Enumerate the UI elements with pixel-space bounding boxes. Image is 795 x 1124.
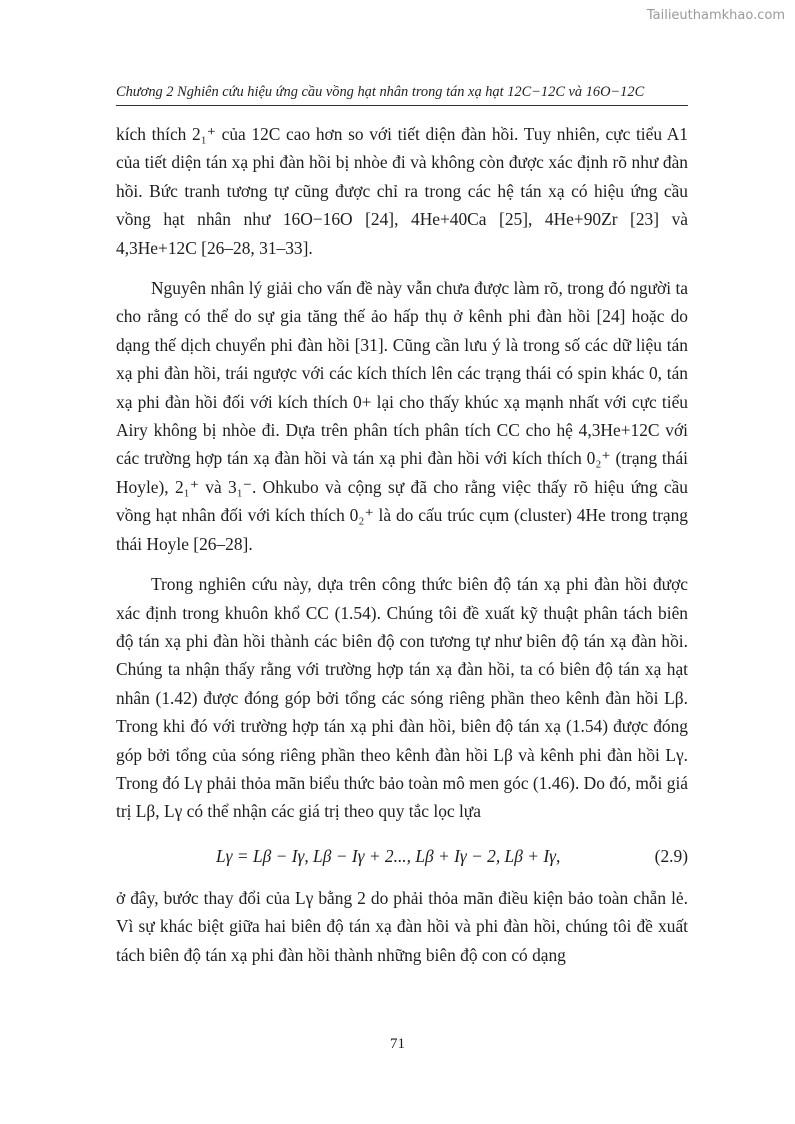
paragraph: Trong nghiên cứu này, dựa trên công thức biên độ tán xạ phi đàn hồi được xác định trong khuôn khổ CC (1.54). Chúng tôi đề xuất kỹ thuật phân tách biên độ tán xạ phi đàn hồi thành các biên độ con tương tự như biên độ tán xạ đàn hồi. Chúng ta nhận thấy rằng với trường hợp tán xạ đàn hồi, ta có biên độ tán xạ hạt nhân (1.42) được đóng góp bởi tổng các sóng riêng phần theo kênh đàn hồi Lβ. Trong khi đó với trường hợp tán xạ phi đàn hồi, biên độ tán xạ (1.54) được đóng góp bởi tổng của sóng riêng phần theo kênh đàn hồi Lβ và kênh phi đàn hồi Lγ. Trong đó Lγ phải thỏa mãn biểu thức bảo toàn mô men góc (1.46). Do đó, mỗi giá trị Lβ, Lγ có thể nhận các giá trị theo quy tắc lọc lựa <box>116 574 688 822</box>
body-text <box>116 120 688 969</box>
watermark: Tailieuthamkhao.com <box>646 8 785 23</box>
paragraph: ở đây, bước thay đổi của Lγ bằng 2 do phải thỏa mãn điều kiện bảo toàn chẵn lẻ. Vì sự khác biệt giữa hai biên độ tán xạ đàn hồi và phi đàn hồi, chúng tôi đề xuất tách biên độ tán xạ phi đàn hồi thành những biên độ con có dạng <box>116 887 688 965</box>
equation-number: (2.9) <box>654 845 688 866</box>
page-number: 71 <box>390 1036 405 1052</box>
header-rule <box>116 105 688 106</box>
paragraph: kích thích 2₁⁺ của 12C cao hơn so với tiết diện đàn hồi. Tuy nhiên, cực tiểu A1 của tiết diện tán xạ phi đàn hồi bị nhòe đi và không còn được xác định rõ như đàn hồi. Bức tranh tương tự cũng được chỉ ra trong các hệ tán xạ có hiệu ứng cầu vồng hạt nhân như 16O−16O [24], 4He+40Ca [25], 4He+90Zr [23] và 4,3He+12C [26–28, 31–33]. <box>116 124 688 258</box>
equation-body: Lγ = Lβ − Iγ, Lβ − Iγ + 2..., Lβ + Iγ − 2, Lβ + Iγ, <box>216 845 561 866</box>
equation <box>116 842 688 872</box>
paragraph: Nguyên nhân lý giải cho vấn đề này vẫn chưa được làm rõ, trong đó người ta cho rằng có thể do sự gia tăng thế ảo hấp thụ ở kênh phi đàn hồi [24] hoặc do dạng thế dịch chuyển phi đàn hồi [31]. Cũng cần lưu ý là trong số các dữ liệu tán xạ phi đàn hồi, trái ngược với các kích thích lên các trạng thái có spin khác 0, tán xạ phi đàn hồi đối với kích thích 0+ lại cho thấy khúc xạ mạnh nhất với cực tiểu Airy không bị nhòe đi. Dựa trên phân tích phân tích CC cho hệ 4,3He+12C với các trường hợp tán xạ đàn hồi và tán xạ phi đàn hồi với kích thích 0₂⁺ (trạng thái Hoyle), 2₁⁺ và 3₁⁻. Ohkubo và cộng sự đã cho rằng việc thấy rõ hiệu ứng cầu vồng hạt nhân đối với kích thích 0₂⁺ là do cấu trúc cụm (cluster) 4He trong trạng thái Hoyle [26–28]. <box>116 278 688 554</box>
running-head: Chương 2 Nghiên cứu hiệu ứng cầu vồng hạt nhân trong tán xạ hạt 12C−12C và 16O−12C <box>116 84 645 100</box>
